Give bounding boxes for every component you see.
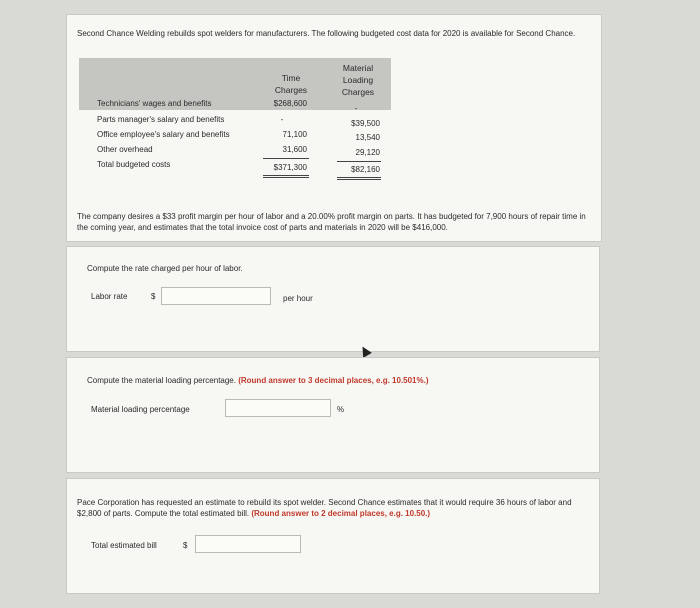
labor-rate-label: Labor rate [91,292,128,301]
question-labor-rate [66,246,600,352]
row-label-4: Total budgeted costs [97,160,171,169]
intro-text: Second Chance Welding rebuilds spot welders for manufacturers. The following budgeted cost data for 2020 is available for Second Chance. [77,29,576,38]
col-time-header: Time Charges [274,73,308,95]
material-loading-instruction: (Round answer to 3 decimal places, e.g. 10.501%.) [238,376,429,385]
time-value-4: $371,300 [273,163,307,172]
material-value-4: $82,160 [351,165,380,174]
total-bill-input[interactable] [195,535,301,553]
row-label-3: Other overhead [97,145,153,154]
labor-rate-input[interactable] [161,287,271,305]
total-bill-label: Total estimated bill [91,541,157,550]
problem-panel [66,14,602,242]
material-value-1: $39,500 [351,119,380,128]
question-material-loading [66,357,600,473]
row-label-0: Technicians' wages and benefits [97,99,212,108]
labor-rate-unit: per hour [283,294,313,303]
material-loading-prompt: Compute the material loading percentage. [87,376,236,385]
material-loading-unit: % [337,405,345,414]
time-total-line [263,175,309,178]
row-label-2: Office employee's salary and benefits [97,130,230,139]
total-bill-currency: $ [183,541,188,550]
material-loading-label: Material loading percentage [91,405,190,414]
material-total-line [337,177,381,180]
time-value-0: $268,600 [273,99,307,108]
time-value-3: 31,600 [282,145,307,154]
material-subtotal-line [337,161,381,162]
time-value-1: - [280,115,284,124]
description-text: The company desires a $33 profit margin per hour of labor and a 20.00% profit margin on parts. It has budgeted for 7,900 hours of repair time in the coming year, and estimates that the total invoice cost of parts and materials in 2020 will be $416,000. [77,212,586,232]
labor-rate-prompt: Compute the rate charged per hour of labor. [87,264,243,273]
material-value-3: 29,120 [355,148,380,157]
material-loading-input[interactable] [225,399,331,417]
time-subtotal-line [263,158,309,159]
question-total-bill [66,478,600,594]
material-value-0: - [354,104,358,113]
total-bill-prompt: Pace Corporation has requested an estimate to rebuild its spot welder. Second Chance estimates that it would require 36 hours of labor and $2,800 of parts. Compute the total estimated bill. [77,498,572,518]
time-value-2: 71,100 [282,130,307,139]
material-value-2: 13,540 [355,133,380,142]
labor-rate-currency: $ [151,292,156,301]
col-material-header: Material Loading Charges [341,63,375,97]
row-label-1: Parts manager's salary and benefits [97,115,225,124]
total-bill-instruction: (Round answer to 2 decimal places, e.g. 10.50.) [251,509,431,518]
